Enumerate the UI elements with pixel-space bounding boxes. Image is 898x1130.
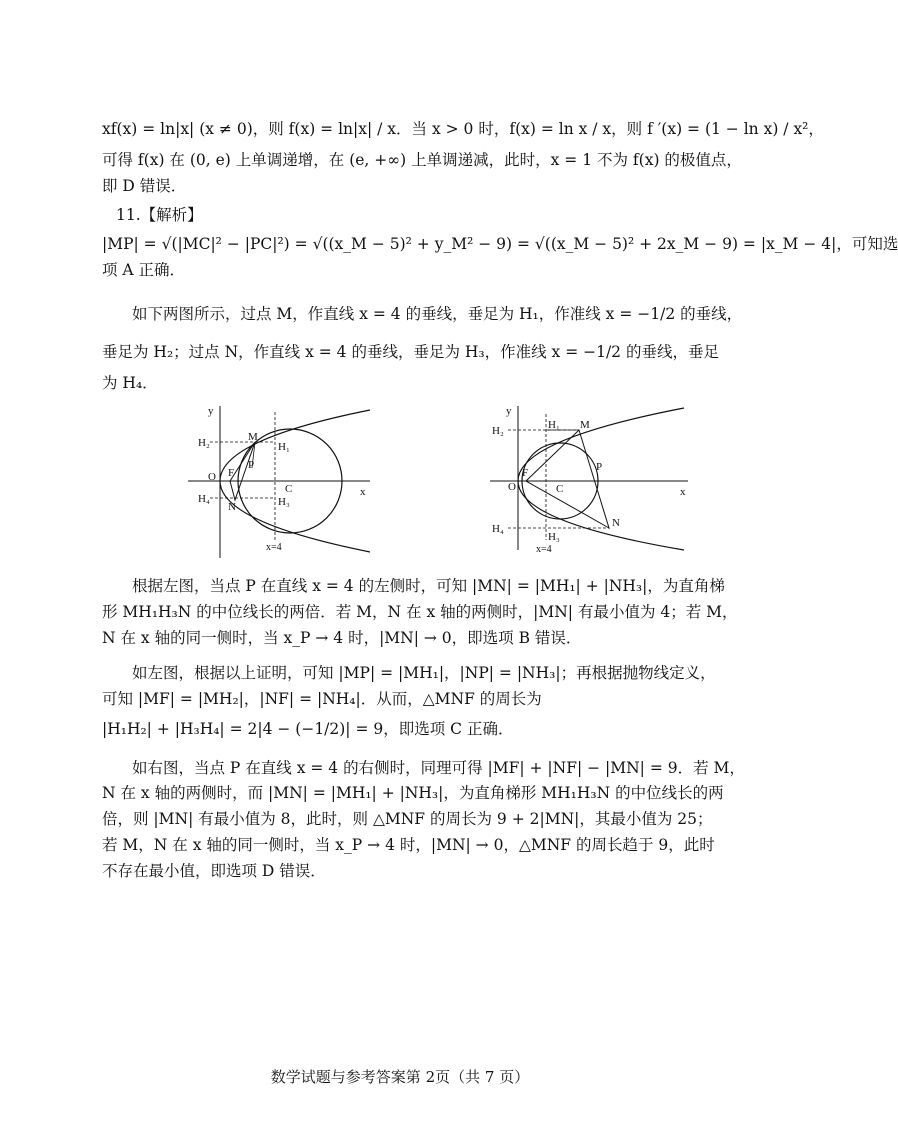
label-c: C [556,483,564,495]
label-f: F [228,467,235,479]
text-line-2: 可得 f(x) 在 (0, e) 上单调递增，在 (e, +∞) 上单调递减，此时，x = 1 不为 f(x) 的极值点， [102,151,742,169]
label-h2: H₂ [492,425,504,437]
triangle-mnf [526,430,609,528]
text-line-8: 垂足为 H₂；过点 N，作直线 x = 4 的垂线，垂足为 H₃，作准线 x = −1/2 的垂线，垂足 [102,343,719,361]
label-line: x=4 [536,544,552,555]
label-y: y [506,405,512,417]
text-line-20: 不存在最小值，即选项 D 错误． [102,862,326,880]
text-line-5: |MP| = √(|MC|² − |PC|²) = √((x_M − 5)² + y_M² − 9) = √((x_M − 5)² + 2x_M − 9) = |x_M − 4|，可知选 [102,235,898,253]
text-line-18: 倍，则 |MN| 有最小值为 8，此时，则 △MNF 的周长为 9 + 2|MN|，其最小值为 25； [102,810,713,828]
right-figure [484,400,694,560]
label-h1: H₁ [548,419,560,431]
text-line-13: 如左图，根据以上证明，可知 |MP| = |MH₁|，|NP| = |NH₃|；再根据抛物线定义， [132,664,716,682]
label-o: O [208,471,216,483]
label-m: M [248,431,258,443]
label-x: x [360,486,366,498]
text-line-7: 如下两图所示，过点 M，作直线 x = 4 的垂线，垂足为 H₁，作准线 x = −1/2 的垂线， [132,305,743,323]
parabola [518,408,684,550]
text-line-19: 若 M，N 在 x 轴的同一侧时，当 x_P → 4 时，|MN| → 0，△MNF 的周长趋于 9，此时 [102,836,715,854]
text-line-12: N 在 x 轴的同一侧时，当 x_P → 4 时，|MN| → 0，即选项 B 错误． [102,629,582,647]
text-line-1: xf(x) = ln|x| (x ≠ 0)，则 f(x) = ln|x| / x．当 x > 0 时，f(x) = ln x / x，则 f ′(x) = (1 − ln x) / x²， [102,120,824,138]
label-y: y [208,405,214,417]
label-h3: H₃ [278,496,290,508]
text-line-6: 项 A 正确． [102,261,186,279]
left-figure [180,400,380,560]
label-p: P [248,459,255,471]
label-h1: H₁ [278,441,290,453]
label-h2: H₂ [198,437,210,449]
label-m: M [580,419,590,431]
text-line-15: |H₁H₂| + |H₃H₄| = 2|4 − (−1/2)| = 9，即选项 C 正确． [102,720,514,738]
label-line: x=4 [266,542,282,553]
label-x: x [680,486,686,498]
text-line-9: 为 H₄． [102,374,158,392]
text-line-14: 可知 |MF| = |MH₂|，|NF| = |NH₄|．从而，△MNF 的周长为 [102,690,542,708]
text-line-16: 如右图，当点 P 在直线 x = 4 的右侧时，同理可得 |MF| + |NF| − |MN| = 9．若 M， [132,759,745,777]
label-f: F [522,467,529,479]
label-o: O [508,481,516,493]
label-n: N [612,517,620,529]
text-line-17: N 在 x 轴的两侧时，而 |MN| = |MH₁| + |NH₃|，为直角梯形 MH₁H₃N 的中位线长的两 [102,784,724,802]
text-line-11: 形 MH₁H₃N 的中位线长的两倍．若 M，N 在 x 轴的两侧时，|MN| 有最小值为 4；若 M， [102,603,738,621]
text-line-3: 即 D 错误． [102,177,187,195]
label-h4: H₄ [198,493,210,505]
section-heading: 11.【解析】 [116,206,203,224]
text-line-10: 根据左图，当点 P 在直线 x = 4 的左侧时，可知 |MN| = |MH₁| + |NH₃|，为直角梯 [132,577,725,595]
page-footer: 数学试题与参考答案第 2页（共 7 页） [270,1068,530,1086]
label-h4: H₄ [492,523,504,535]
label-h3: H₃ [548,531,560,543]
label-p: P [596,461,603,473]
label-c: C [285,483,293,495]
label-n: N [228,501,236,513]
